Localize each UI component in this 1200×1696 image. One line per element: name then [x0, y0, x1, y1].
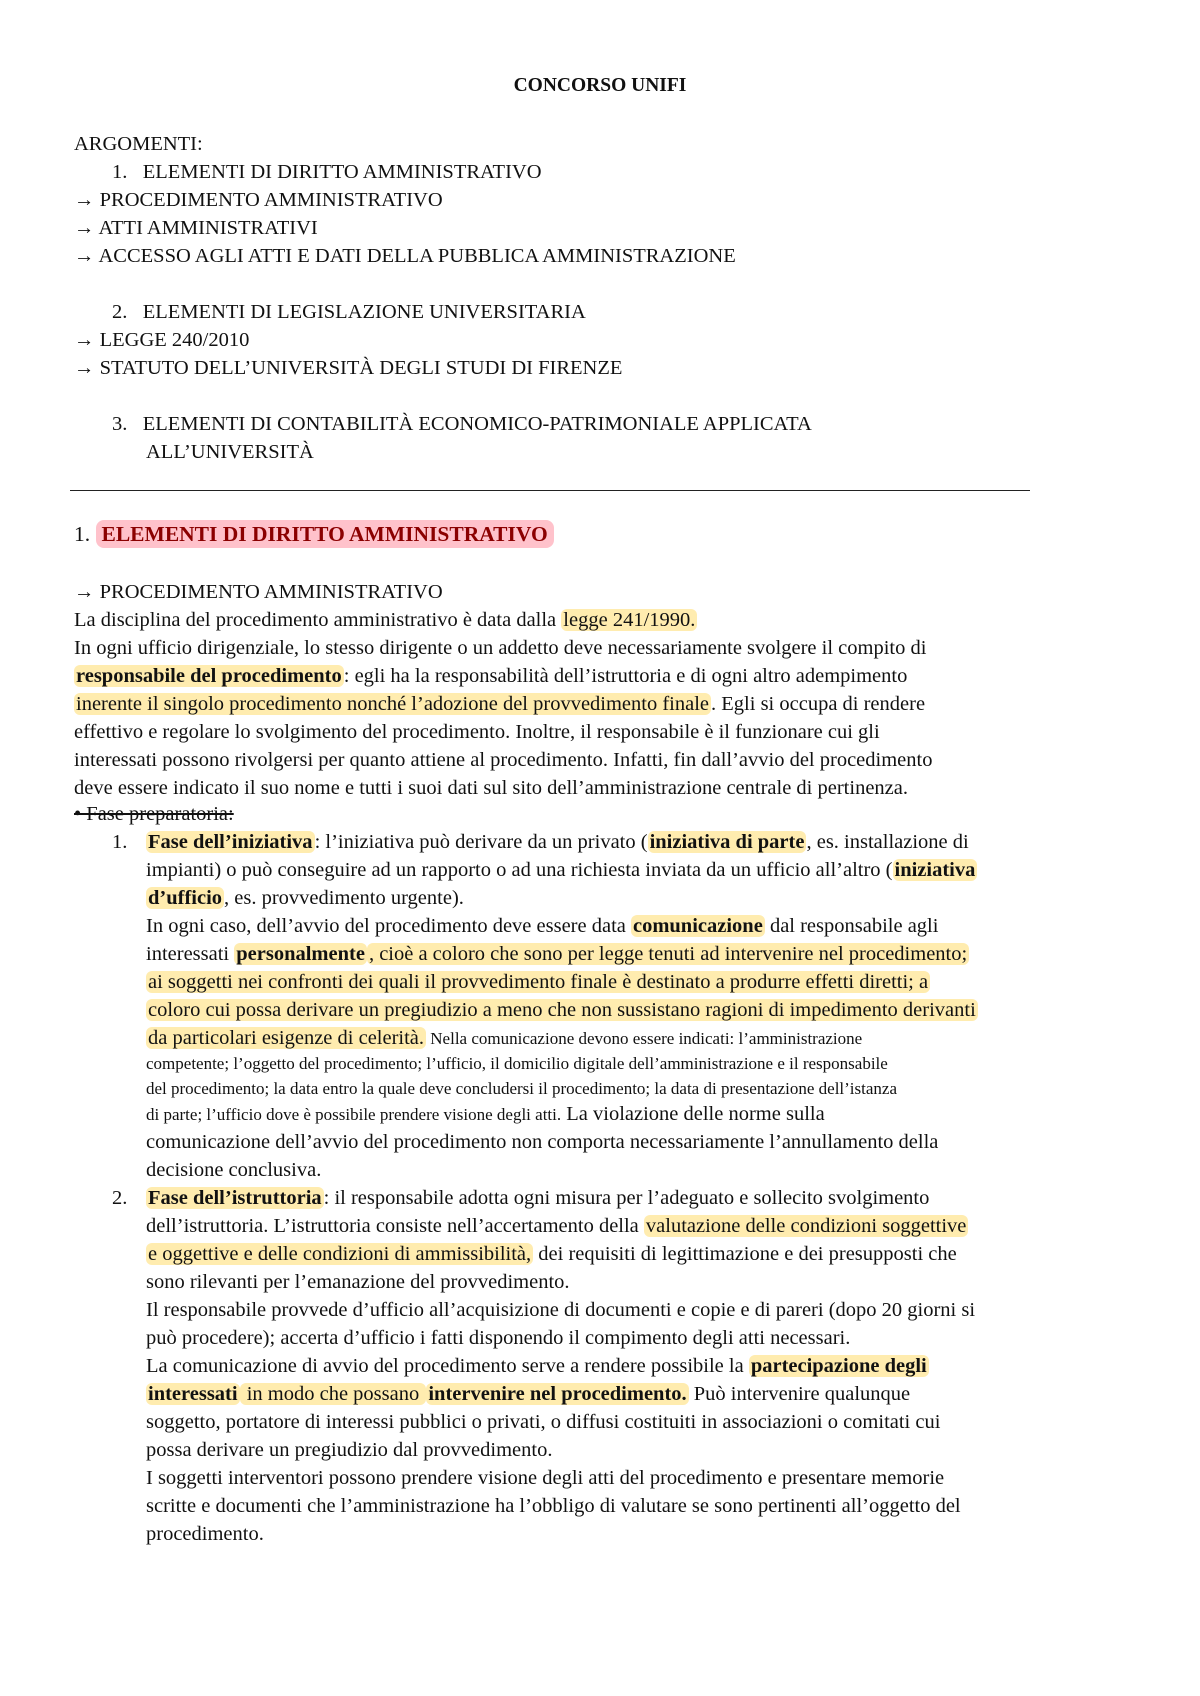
topic-3-label-cont: ALL’UNIVERSITÀ	[146, 441, 314, 463]
argomenti-label: ARGOMENTI:	[74, 133, 203, 155]
intro-line-4	[74, 690, 925, 718]
text: La violazione delle norme sulla	[561, 1103, 825, 1125]
topic-2-sub-1: → LEGGE 240/2010	[74, 329, 250, 351]
small-text: di parte; l’ufficio dove è possibile prendere visione degli atti.	[146, 1105, 562, 1124]
section-number: 1.	[74, 522, 91, 546]
phase-2-line-h	[146, 1380, 910, 1408]
text: In ogni caso, dell’avvio del procedimento deve essere data	[146, 915, 631, 937]
text: : il responsabile adotta ogni misura per l’adeguato e sollecito svolgimento	[323, 1187, 930, 1209]
text: impianti) o può conseguire ad un rapporto o ad una richiesta inviata da un ufficio all’altro (	[146, 859, 893, 881]
intro-line-1	[74, 606, 697, 634]
intro-line-2: In ogni ufficio dirigenziale, lo stesso dirigente o un addetto deve necessariamente svolgere il compito di	[74, 637, 927, 659]
text: dal responsabile agli	[764, 915, 939, 937]
phase-2-line-m: procedimento.	[146, 1523, 264, 1545]
highlight: valutazione delle condizioni soggettive	[645, 1215, 967, 1237]
highlight-bold: intervenire nel procedimento.	[428, 1383, 687, 1405]
phase-1-line-a	[146, 828, 969, 856]
highlight: in modo che possano	[241, 1383, 425, 1405]
phase-1-number: 1.	[112, 831, 128, 853]
phase-1-line-f	[146, 968, 930, 996]
highlight-bold: partecipazione degli	[750, 1355, 927, 1377]
intro-line-3	[74, 662, 907, 690]
struck-bullet: • Fase preparatoria:	[74, 803, 234, 825]
highlight-bold: iniziativa	[894, 859, 976, 881]
topic-1-sub-1: → PROCEDIMENTO AMMINISTRATIVO	[74, 189, 443, 211]
phase-2-line-g	[146, 1352, 929, 1380]
topic-1-sub-2: → ATTI AMMINISTRATIVI	[74, 217, 318, 239]
phase-2-line-k: I soggetti interventori possono prendere visione degli atti del procedimento e presentare memorie	[146, 1467, 945, 1489]
topic-2	[112, 298, 586, 326]
highlight: coloro cui possa derivare un pregiudizio a meno che non sussistano ragioni di impedimento derivanti	[148, 999, 976, 1021]
phase-1-line-g	[146, 996, 978, 1024]
document-title: CONCORSO UNIFI	[513, 75, 687, 96]
highlight-bold: responsabile del procedimento	[76, 665, 342, 687]
text: La comunicazione di avvio del procedimento serve a rendere possibile la	[146, 1355, 749, 1377]
topic-number: 3.	[112, 413, 128, 435]
topic-label: ELEMENTI DI CONTABILITÀ ECONOMICO-PATRIMONIALE APPLICATA	[142, 413, 812, 435]
intro-line-6: interessati possono rivolgersi per quanto attiene al procedimento. Infatti, fin dall’avvio del procedimento	[74, 749, 933, 771]
phase-2-line-f: può procedere); accerta d’ufficio i fatti disponendo il compimento degli atti necessari.	[146, 1327, 851, 1349]
text: , es. installazione di	[806, 831, 969, 853]
phase-1-line-l: comunicazione dell’avvio del procedimento non comporta necessariamente l’annullamento della	[146, 1131, 939, 1153]
phase-2-line-c	[146, 1240, 957, 1268]
text: Può intervenire qualunque	[688, 1383, 911, 1405]
text: : egli ha la responsabilità dell’istruttoria e di ogni altro adempimento	[343, 665, 908, 687]
highlight: e oggettive e delle condizioni di ammissibilità,	[148, 1243, 532, 1265]
phase-2-line-a	[146, 1184, 929, 1212]
highlight-bold: Fase dell’istruttoria	[148, 1187, 322, 1209]
highlight-bold: d’ufficio	[148, 887, 223, 909]
topic-label: ELEMENTI DI LEGISLAZIONE UNIVERSITARIA	[142, 301, 586, 323]
text: . Egli si occupa di rendere	[711, 693, 926, 715]
text: La disciplina del procedimento amministrativo è data dalla	[74, 609, 562, 631]
section-1-subheading: → PROCEDIMENTO AMMINISTRATIVO	[74, 581, 443, 603]
highlight: da particolari esigenze di celerità.	[148, 1027, 425, 1049]
topic-1	[112, 158, 542, 186]
phase-2-line-b	[146, 1212, 968, 1240]
section-title-highlight: ELEMENTI DI DIRITTO AMMINISTRATIVO	[96, 520, 554, 548]
topic-2-sub-2: → STATUTO DELL’UNIVERSITÀ DEGLI STUDI DI FIRENZE	[74, 357, 623, 379]
text: interessati	[146, 943, 235, 965]
phase-1-line-e	[146, 940, 969, 968]
highlight: legge 241/1990.	[563, 609, 696, 631]
phase-1-line-j: del procedimento; la data entro la quale deve concludersi il procedimento; la data di presentazione dell’istanza	[146, 1079, 897, 1098]
phase-1-line-h	[146, 1024, 862, 1053]
text: dei requisiti di legittimazione e dei presupposti che	[533, 1243, 957, 1265]
text: dell’istruttoria. L’istruttoria consiste nell’accertamento della	[146, 1215, 644, 1237]
phase-2-line-e: Il responsabile provvede d’ufficio all’acquisizione di documenti e copie e di pareri (dopo 20 giorni si	[146, 1299, 976, 1321]
phase-2-line-j: possa derivare un pregiudizio dal provvedimento.	[146, 1439, 553, 1461]
highlight: , cioè a coloro che sono per legge tenuti ad intervenire nel procedimento;	[368, 943, 968, 965]
highlight-bold: personalmente	[236, 943, 365, 965]
section-divider	[70, 490, 1030, 491]
highlight-bold: interessati	[148, 1383, 238, 1405]
intro-line-5: effettivo e regolare lo svolgimento del procedimento. Inoltre, il responsabile è il funzionare cui gli	[74, 721, 880, 743]
phase-2-line-l: scritte e documenti che l’amministrazione ha l’obbligo di valutare se sono pertinenti all’oggetto del	[146, 1495, 961, 1517]
highlight: inerente il singolo procedimento nonché l’adozione del provvedimento finale	[76, 693, 710, 715]
small-text: Nella comunicazione devono essere indicati: l’amministrazione	[426, 1029, 863, 1048]
phase-1-line-c	[146, 884, 464, 912]
highlight: ai soggetti nei confronti dei quali il provvedimento finale è destinato a produrre effetti diretti; a	[148, 971, 929, 993]
phase-2-line-i: soggetto, portatore di interessi pubblici o privati, o diffusi costituiti in associazioni o comitati cui	[146, 1411, 941, 1433]
phase-1-line-k	[146, 1100, 825, 1129]
text: : l’iniziativa può derivare da un privato (	[314, 831, 648, 853]
phase-2-number: 2.	[112, 1187, 128, 1209]
text: , es. provvedimento urgente).	[224, 887, 464, 909]
highlight-bold: Fase dell’iniziativa	[148, 831, 313, 853]
highlight-bold: iniziativa di parte	[649, 831, 805, 853]
section-1-heading	[74, 520, 554, 548]
phase-1-line-i: competente; l’oggetto del procedimento; l’ufficio, il domicilio digitale dell’amministrazione e il responsabile	[146, 1054, 888, 1073]
phase-2-line-d: sono rilevanti per l’emanazione del provvedimento.	[146, 1271, 570, 1293]
topic-label: ELEMENTI DI DIRITTO AMMINISTRATIVO	[142, 161, 542, 183]
topic-number: 2.	[112, 301, 128, 323]
phase-1-line-b	[146, 856, 977, 884]
phase-1-line-m: decisione conclusiva.	[146, 1159, 322, 1181]
highlight-bold: comunicazione	[632, 915, 763, 937]
topic-3	[112, 410, 812, 438]
topic-number: 1.	[112, 161, 128, 183]
intro-line-7: deve essere indicato il suo nome e tutti i suoi dati sul sito dell’amministrazione centrale di pertinenza.	[74, 777, 908, 799]
phase-1-line-d	[146, 912, 938, 940]
topic-1-sub-3: → ACCESSO AGLI ATTI E DATI DELLA PUBBLICA AMMINISTRAZIONE	[74, 245, 736, 267]
